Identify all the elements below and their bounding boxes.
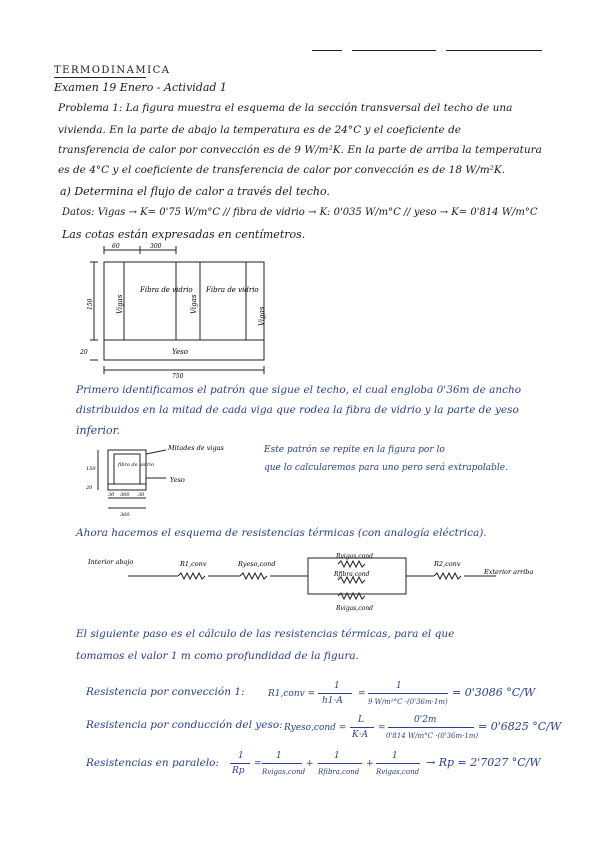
header-rule-3 [446, 50, 542, 51]
thermal-circuit-diagram [88, 548, 534, 618]
dim-left-150: 150 [87, 298, 94, 310]
par-f0-den: Rp [232, 766, 245, 776]
par-f1-bar [262, 763, 302, 764]
roof-cross-section-figure [78, 240, 278, 380]
r-yeso-label: Ryeso,cond [238, 560, 276, 568]
conv-result: = 0'3086 °C/W [452, 686, 536, 699]
dim-300-cell: 300 [120, 492, 130, 498]
par-f2-bar [318, 763, 362, 764]
dim-20-cell: 20 [86, 485, 93, 491]
circuit-left-label: Interior abajo [88, 558, 134, 566]
conv-f2-num: 1 [396, 681, 402, 691]
par-f3-bar [376, 763, 420, 764]
par-f1-den: Rvigas,cond [262, 768, 306, 776]
par-result: → Rp = 2'7027 °C/W [426, 756, 541, 769]
dim-top-60: 60 [112, 243, 120, 250]
label-fibra-2: Fibra de vidrio [206, 286, 259, 294]
cond-result: = 0'6825 °C/W [478, 720, 562, 733]
problem-line-3: transferencia de calor por convección es de 9 W/m²K. En la parte de arriba la temperatura [58, 144, 542, 156]
label-vigas-2: Vigas [190, 294, 198, 314]
conv-f1-num: 1 [334, 681, 340, 691]
dim-150-cell: 150 [86, 466, 96, 472]
dim-left-20: 20 [80, 349, 88, 356]
cond-lhs: Ryeso,cond = [284, 723, 347, 733]
r-vigas-label-bottom: Rvigas,cond [336, 605, 373, 612]
circuit-intro: Ahora hacemos el esquema de resistencias térmicas (con analogía eléctrica). [76, 527, 487, 539]
header-rule-2 [352, 50, 436, 51]
cond-f2-den: 0'814 W/m°C ·(0'36m·1m) [386, 732, 479, 740]
par-label: Resistencias en paralelo: [86, 757, 220, 769]
conv-f1-bar [318, 693, 352, 694]
dim-30b-cell: 30 [138, 492, 145, 498]
par-f1-num: 1 [276, 751, 282, 761]
cond-f1-den: K·A [352, 730, 369, 740]
par-f3-den: Rvigas,cond [376, 768, 420, 776]
conv-f2-bar [368, 693, 448, 694]
note-line-1: Este patrón se repite en la figura por lo [264, 445, 445, 455]
par-eq: = [254, 759, 262, 769]
r-fibra-label: Rfibra,cond [334, 571, 370, 578]
par-plus-2: + [366, 759, 374, 769]
label-mitades-de-vigas: Mitades de vigas [168, 444, 224, 452]
conv-eq: = [358, 689, 366, 699]
calc-intro-1: El siguiente paso es el cálculo de las resistencias térmicas, para el que [76, 628, 455, 640]
problem-data: Datos: Vigas → K= 0'75 W/m°C // fibra de vidrio → K: 0'035 W/m°C // yeso → K= 0'814 W/m°C [62, 207, 538, 218]
problem-line-1: Problema 1: La figura muestra el esquema de la sección transversal del techo de una [58, 102, 513, 114]
analysis-line-2: distribuidos en la mitad de cada viga que rodea la fibra de vidrio y la parte de yeso [76, 404, 519, 416]
cond-f2-bar [388, 727, 474, 728]
cond-label: Resistencia por conducción del yeso: [86, 719, 283, 731]
conv-f2-den: 9 W/m²°C ·(0'36m·1m) [368, 698, 448, 706]
note-line-2: que lo calcularemos para uno pero será extrapolable. [264, 463, 508, 473]
label-vigas-3: Vigas [258, 306, 266, 326]
problem-units: Las cotas están expresadas en centímetros. [62, 228, 306, 241]
problem-line-2: vivienda. En la parte de abajo la temperatura es de 24°C y el coeficiente de [58, 124, 462, 136]
label-fibra-cell: fibra de vidrio [118, 462, 154, 468]
par-f3-num: 1 [392, 751, 398, 761]
header-rule-1 [312, 50, 342, 51]
r-conv-2-label: R2,conv [434, 560, 461, 568]
cond-f1-bar [350, 727, 374, 728]
dim-30a-cell: 30 [108, 492, 115, 498]
par-f2-num: 1 [334, 751, 340, 761]
cond-f2-num: 0'2m [414, 715, 437, 725]
label-vigas-1: Vigas [116, 294, 124, 314]
label-yeso: Yeso [172, 348, 188, 356]
conv-label: Resistencia por convección 1: [86, 686, 245, 698]
dim-360-cell: 360 [120, 512, 130, 518]
label-fibra-1: Fibra de vidrio [140, 286, 193, 294]
analysis-line-1: Primero identificamos el patrón que sigue el techo, el cual engloba 0'36m de ancho [76, 384, 522, 396]
cond-eq: = [378, 723, 386, 733]
unit-cell-figure [84, 442, 224, 520]
problem-task: a) Determina el flujo de calor a través del techo. [60, 185, 330, 198]
par-f0-num: 1 [238, 751, 244, 761]
label-yeso-2: Yeso [170, 476, 185, 484]
calc-intro-2: tomamos el valor 1 m como profundidad de la figura. [76, 650, 359, 662]
dim-top-300: 300 [150, 243, 162, 250]
conv-f1-den: h1·A [322, 696, 343, 706]
analysis-line-3: inferior. [76, 424, 121, 437]
par-plus-1: + [306, 759, 314, 769]
r-vigas-label-top: Rvigas,cond [336, 553, 373, 560]
cond-f1-num: L [358, 715, 364, 725]
subject-title: TERMODINAMICA [54, 65, 171, 76]
subject-underline [54, 77, 146, 78]
problem-line-4: es de 4°C y el coeficiente de transferencia de calor por convección es de 18 W/m²K. [58, 164, 506, 176]
exam-title: Examen 19 Enero - Actividad 1 [54, 81, 227, 94]
par-f0-bar [230, 763, 250, 764]
circuit-right-label: Exterior arriba [484, 568, 534, 576]
par-f2-den: Rfibra,cond [318, 768, 360, 776]
r-conv-1-label: R1,conv [180, 560, 207, 568]
dim-bottom-750: 750 [172, 373, 184, 380]
conv-lhs: R1,conv = [268, 689, 316, 699]
